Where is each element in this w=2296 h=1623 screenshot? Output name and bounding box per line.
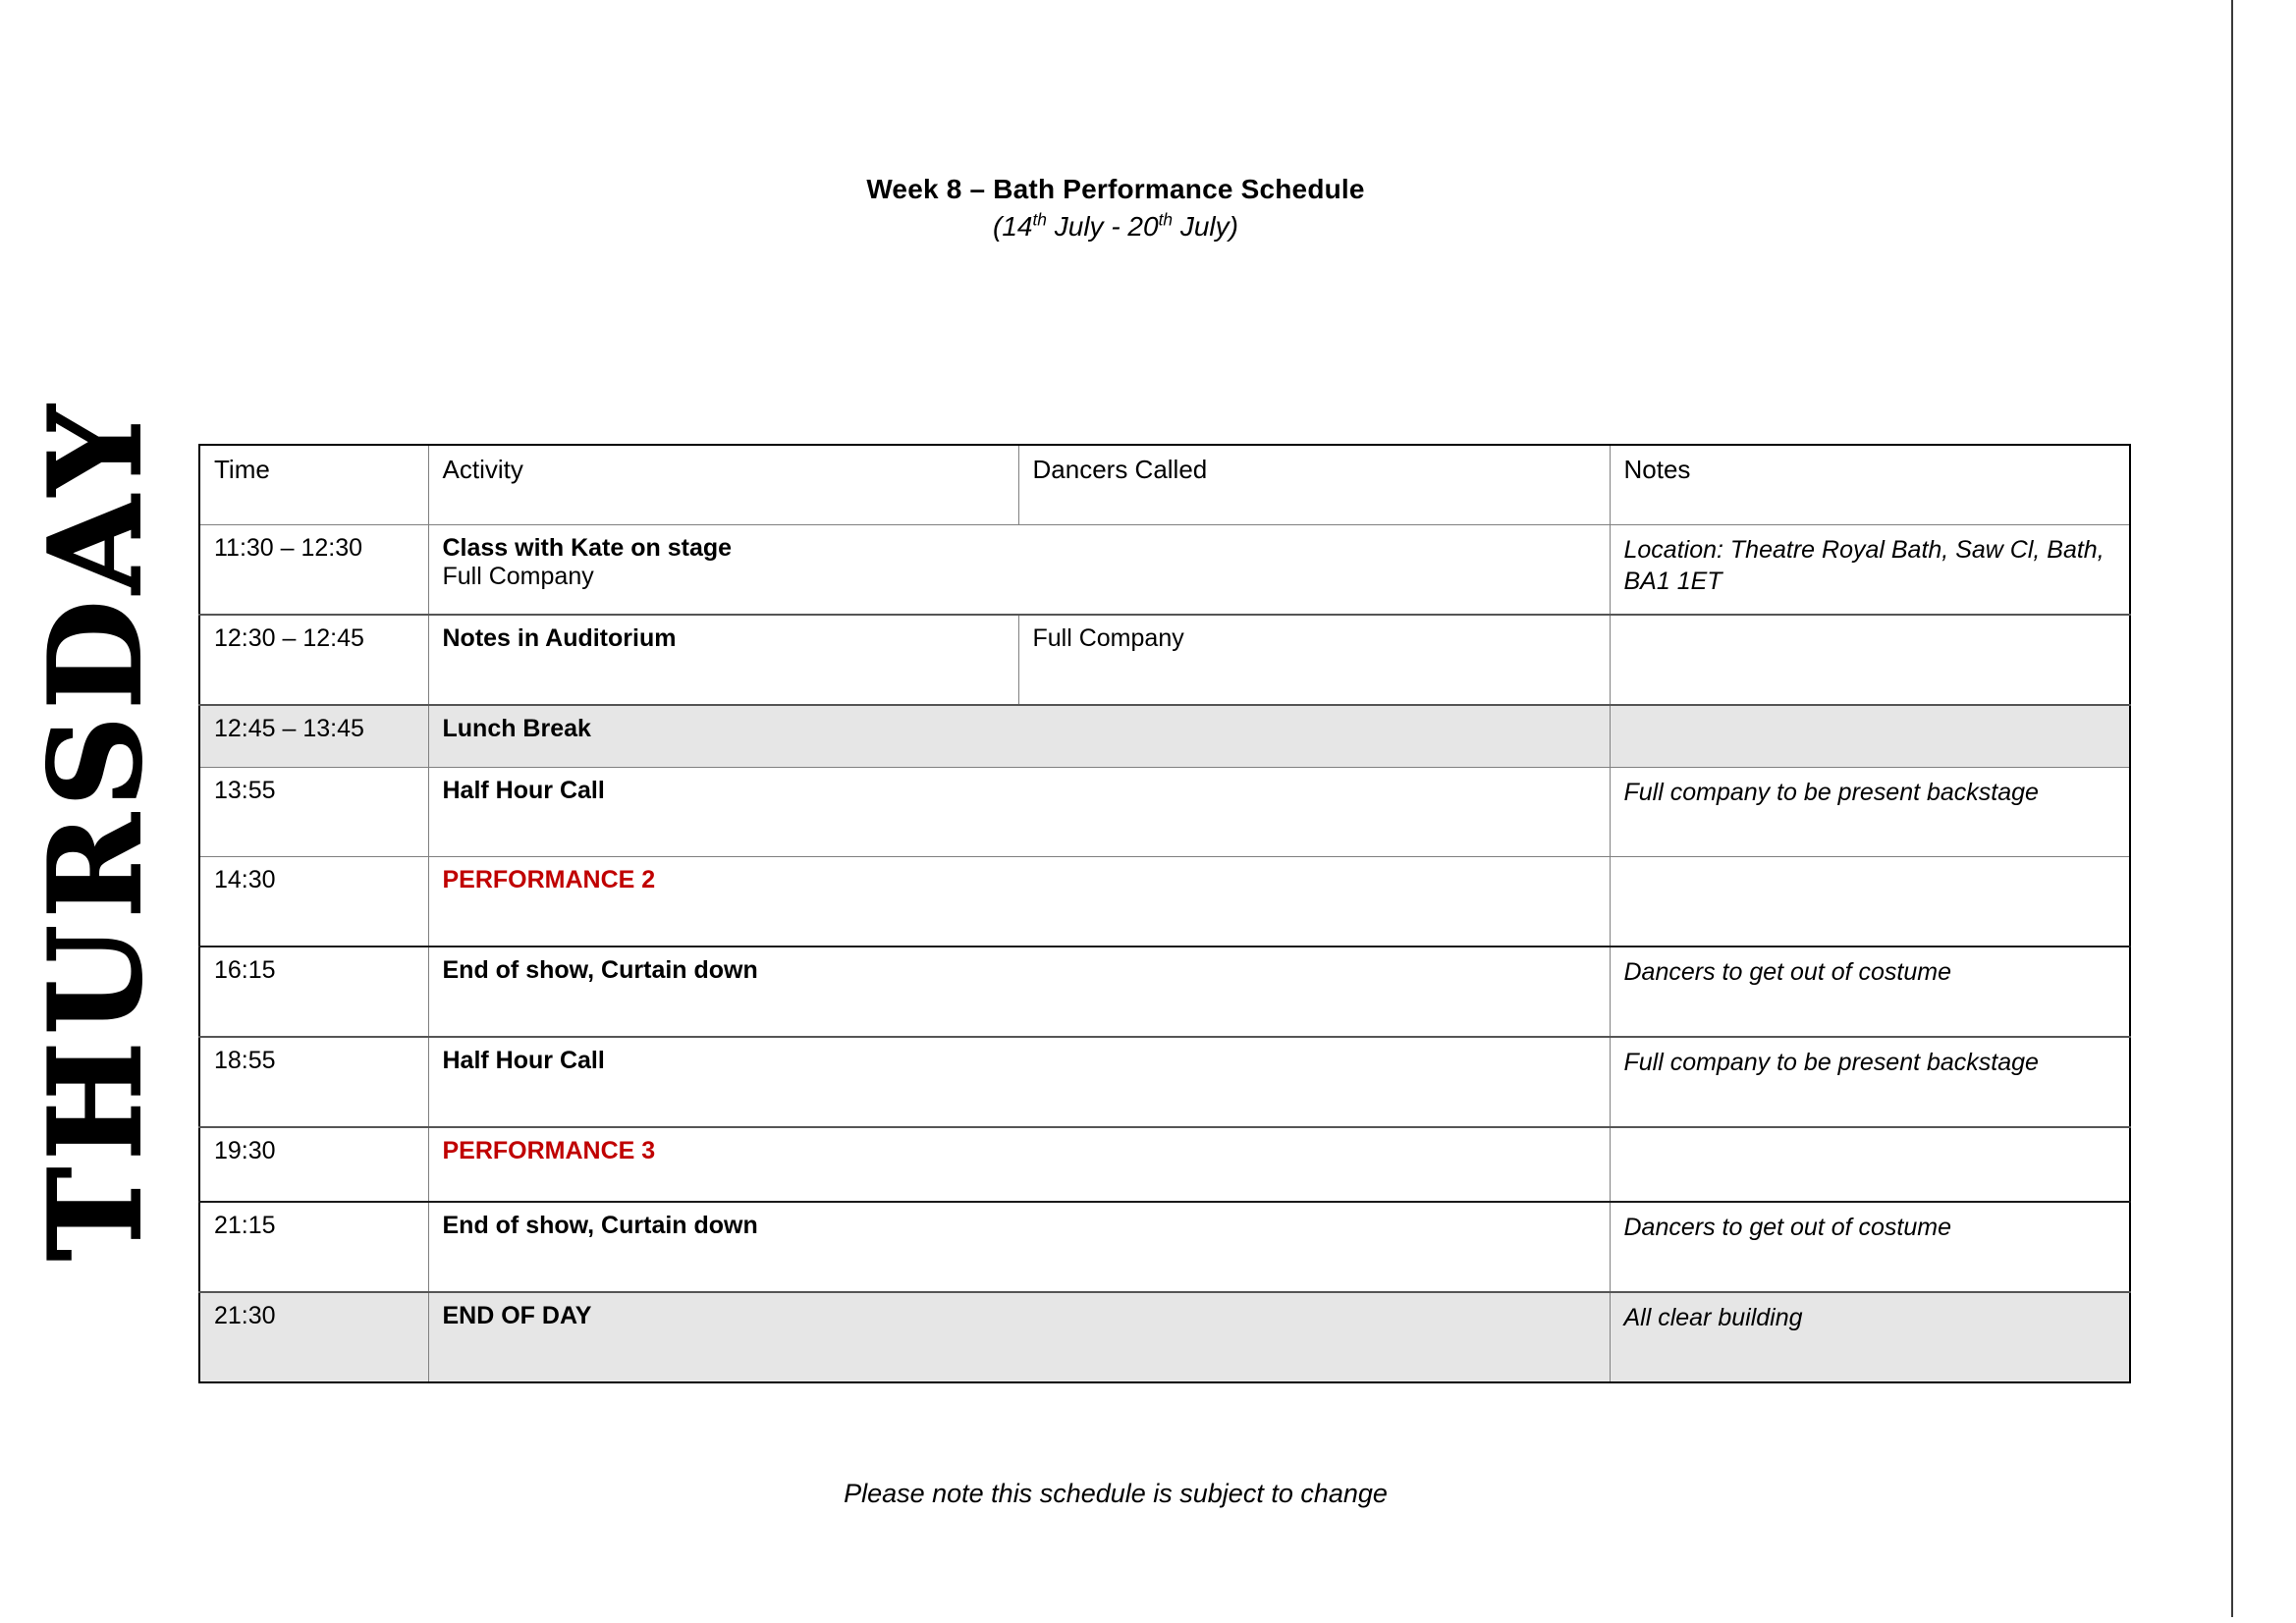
cell-time: 12:45 – 13:45 <box>199 705 428 768</box>
activity-title: Notes in Auditorium <box>442 624 677 652</box>
activity-title: End of show, Curtain down <box>442 1212 758 1239</box>
cell-notes <box>1610 615 2130 705</box>
table-header-row <box>199 445 2130 525</box>
table-row <box>199 1202 2130 1292</box>
cell-dancers-called: Full Company <box>1018 615 1610 705</box>
table-row <box>199 768 2130 857</box>
table-row <box>199 525 2130 616</box>
cell-notes <box>1610 1127 2130 1202</box>
cell-time: 16:15 <box>199 947 428 1037</box>
table-row <box>199 947 2130 1037</box>
subtitle-ordinal-second: th <box>1158 209 1174 230</box>
cell-time: 13:55 <box>199 768 428 857</box>
performance-label: PERFORMANCE 2 <box>442 866 656 893</box>
cell-time: 21:30 <box>199 1292 428 1382</box>
column-header-notes: Notes <box>1610 445 2130 525</box>
cell-activity <box>428 1292 1610 1382</box>
cell-notes: All clear building <box>1610 1292 2130 1382</box>
page-edge-rule <box>2231 0 2233 1617</box>
cell-time: 14:30 <box>199 857 428 947</box>
activity-title: Lunch Break <box>442 715 591 742</box>
subtitle-prefix: (14 <box>993 211 1033 243</box>
cell-time: 21:15 <box>199 1202 428 1292</box>
schedule-table <box>198 444 2131 1383</box>
cell-notes: Location: Theatre Royal Bath, Saw Cl, Bath, BA1 1ET <box>1610 525 2130 616</box>
cell-time: 18:55 <box>199 1037 428 1127</box>
cell-activity <box>428 1202 1610 1292</box>
performance-label: PERFORMANCE 3 <box>442 1137 656 1164</box>
column-header-time: Time <box>199 445 428 525</box>
table-row <box>199 1037 2130 1127</box>
cell-activity <box>428 947 1610 1037</box>
column-header-activity: Activity <box>428 445 1018 525</box>
cell-activity <box>428 768 1610 857</box>
cell-notes: Dancers to get out of costume <box>1610 947 2130 1037</box>
column-header-dancers-called: Dancers Called <box>1018 445 1610 525</box>
table-body <box>199 525 2130 1383</box>
day-label-thursday: THURSDAY <box>23 399 170 1261</box>
activity-subtitle: Full Company <box>442 563 594 590</box>
table-row <box>199 1127 2130 1202</box>
activity-title: END OF DAY <box>442 1302 592 1329</box>
table-row <box>199 857 2130 947</box>
activity-title: Class with Kate on stage <box>442 534 733 562</box>
cell-notes: Full company to be present backstage <box>1610 768 2130 857</box>
cell-activity <box>428 857 1610 947</box>
date-range-subtitle <box>0 209 2231 243</box>
cell-activity <box>428 615 1018 705</box>
title-block <box>0 173 2231 243</box>
day-label-container <box>18 398 175 1262</box>
activity-title: Half Hour Call <box>442 777 605 804</box>
cell-notes <box>1610 705 2130 768</box>
subtitle-suffix: July) <box>1173 211 1238 243</box>
cell-time: 19:30 <box>199 1127 428 1202</box>
cell-activity <box>428 1127 1610 1202</box>
cell-activity <box>428 1037 1610 1127</box>
activity-title: End of show, Curtain down <box>442 956 758 984</box>
activity-title: Half Hour Call <box>442 1047 605 1074</box>
cell-time: 12:30 – 12:45 <box>199 615 428 705</box>
table-row <box>199 1292 2130 1382</box>
cell-activity <box>428 705 1610 768</box>
table-row <box>199 615 2130 705</box>
subtitle-ordinal-first: th <box>1032 209 1047 230</box>
cell-notes <box>1610 857 2130 947</box>
cell-time: 11:30 – 12:30 <box>199 525 428 616</box>
subtitle-middle: July - 20 <box>1046 211 1159 243</box>
page-title: Week 8 – Bath Performance Schedule <box>866 174 1365 204</box>
cell-notes: Full company to be present backstage <box>1610 1037 2130 1127</box>
table-row <box>199 705 2130 768</box>
table-header <box>199 445 2130 525</box>
footer-note: Please note this schedule is subject to change <box>844 1479 1388 1508</box>
cell-notes: Dancers to get out of costume <box>1610 1202 2130 1292</box>
cell-activity <box>428 525 1610 616</box>
